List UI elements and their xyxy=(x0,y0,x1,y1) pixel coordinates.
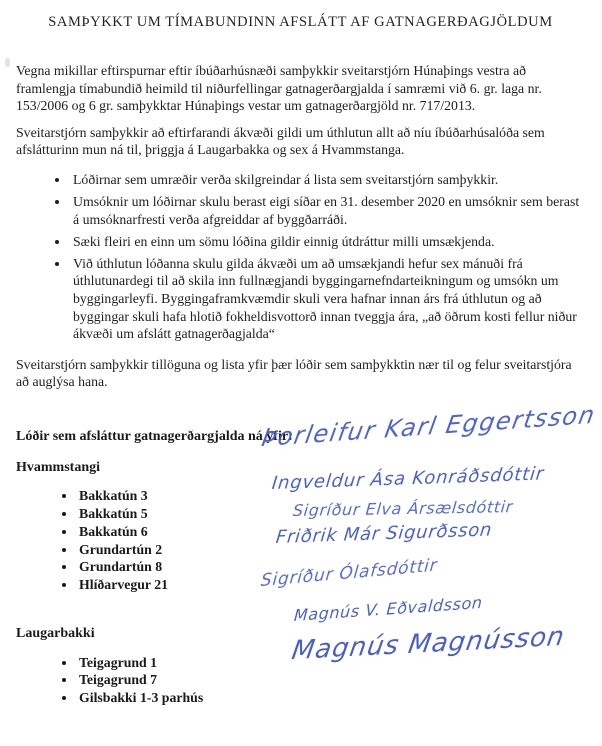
document-title: SAMÞYKKT UM TÍMABUNDINN AFSLÁTT AF GATNAGERÐAGJÖLDUM xyxy=(48,14,553,30)
signature: Sigríður Ólafsdóttir xyxy=(260,555,439,592)
list-item: • Teigagrund 1 xyxy=(77,654,585,672)
signature: Þorleifur Karl Eggertsson xyxy=(259,400,598,453)
scan-smudge xyxy=(5,58,10,67)
lots-heading: Lóðir sem afsláttur gatnagerðargjalda ná yfir: xyxy=(16,429,293,444)
list-item: • Hlíðarvegur 21 xyxy=(77,576,585,594)
signature: Ingveldur Ása Konráðsdóttir xyxy=(270,463,546,495)
list-item: • Lóðirnar sem umræðir verða skilgreindar á lista sem sveitarstjórn samþykkir. xyxy=(70,171,585,189)
signature: Magnús Magnússon xyxy=(289,621,567,667)
paragraph-closing: Sveitarstjórn samþykkir tillöguna og lista yfir þær lóðir sem samþykktin nær til og felur sveitarstjóra að auglýsa hana. xyxy=(16,356,572,390)
paragraph-resolution: Sveitarstjórn samþykkir að eftirfarandi ákvæði gildi um úthlutun allt að níu íbúðarhúsalóða sem afslátturinn mun ná til, þriggja á Laugarbakka og sex á Hvammstanga. xyxy=(16,124,545,158)
paragraph-intro: Vegna mikillar eftirspurnar eftir íbúðarhúsnæði samþykkir sveitarstjórn Húnaþings vestra að framlengja tímabundið heimild til niðurfellingar gatnagerðargjalda í samræmi við 6. gr. laga nr. 153/2006 og 6 gr. samþykktar Húnaþings vestar um gatnagerðargjöld nr. 717/2013. xyxy=(16,63,542,114)
conditions-list xyxy=(16,171,585,343)
document-body xyxy=(16,62,585,707)
list-item: • Sæki fleiri en einn um sömu lóðina gildir einnig útdráttur milli umsækjenda. xyxy=(70,233,585,251)
section-heading-hvammstangi: Hvammstangi xyxy=(16,459,100,475)
list-item: • Bakkatún 5 xyxy=(77,505,585,523)
list-item: • Gilsbakki 1-3 parhús xyxy=(77,689,585,707)
signature: Magnús V. Eðvaldsson xyxy=(293,592,484,626)
list-item: • Umsóknir um lóðirnar skulu berast eigi síðar en 31. desember 2020 en umsóknir sem berast á umsóknarfresti verða afgreiddar af byggðarráði. xyxy=(70,193,585,228)
list-item: • Bakkatún 6 xyxy=(77,523,585,541)
list-item: • Grundartún 2 xyxy=(77,541,585,559)
signature: Friðrik Már Sigurðsson xyxy=(274,519,494,549)
list-item: • Grundartún 8 xyxy=(77,558,585,576)
list-item: • Bakkatún 3 xyxy=(77,487,585,505)
section-heading-laugarbakki: Laugarbakki xyxy=(16,625,95,641)
list-item: • Teigagrund 7 xyxy=(77,671,585,689)
signature: Sigríður Elva Ársælsdóttir xyxy=(292,497,514,521)
lot-list-laugarbakki xyxy=(16,654,585,707)
lot-list-hvammstangi xyxy=(16,487,585,594)
list-item: • Við úthlutun lóðanna skulu gilda ákvæði um að umsækjandi hefur sex mánuði frá úthlutunardegi til að skila inn fullnægjandi byggingarnefndarteikningum og umsókn um byggingarleyfi. Byggingaframkvæmdir skuli vera hafnar innan árs frá úthlutun og að byggingar skuli hafa hlotið fokheldisvottorð innan tveggja ára, „að öðrum kosti fellur niður ákvæði um afslátt gatnagerðagjalda“ xyxy=(70,255,585,343)
